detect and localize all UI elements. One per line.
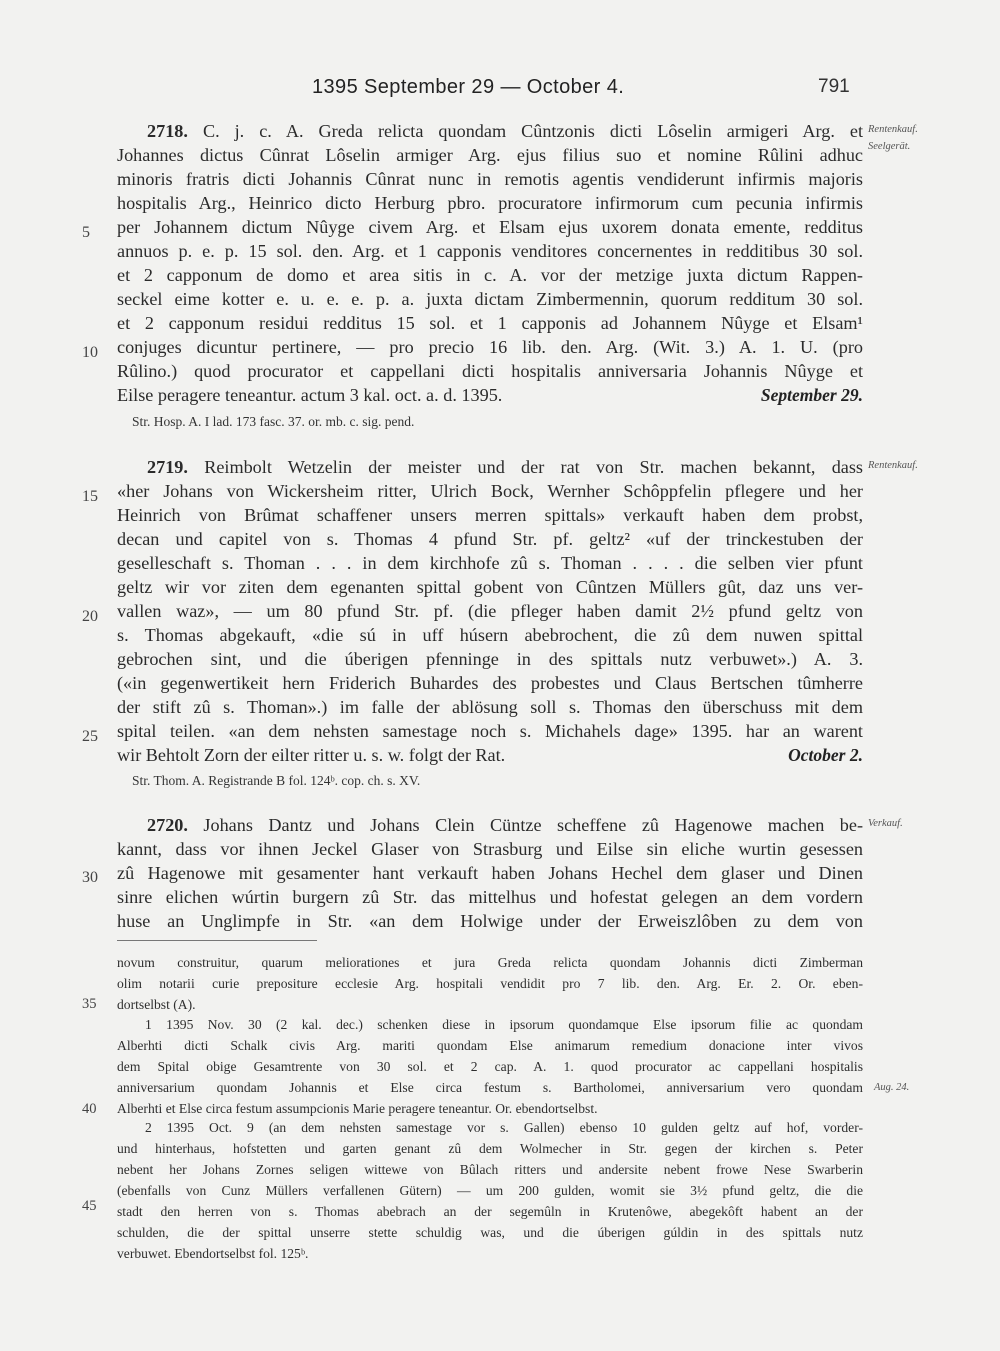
entry-line: 2718. C. j. c. A. Greda relicta quondam Cûntzonis dicti Lôselin armigeri Arg. et [147,121,863,141]
footnote-line: dortselbst (A). [117,997,196,1012]
line-number: 10 [82,344,98,361]
entry-source: Str. Hosp. A. I lad. 173 fasc. 37. or. mb. c. sig. pend. [132,414,415,429]
footnote-line: anniversarium quondam Johannis et Else circa festum s. Bartholomei, anniversarium vero quondam [117,1080,863,1095]
entry-line: zû Hagenowe mit gesamenter hant verkauft haben Johans Hechel dem glaser und Dinen [117,863,863,883]
footnote-line: 2 1395 Oct. 9 (an dem nehsten samestage vor s. Gallen) ebenso 10 gulden geltz auf hof, vorder- [145,1120,863,1135]
entry-line: seckel eime kotter e. u. e. e. p. a. juxta dictam Zimbermennin, quorum redditum 30 sol. [117,289,863,309]
entry-line: Heinrich von Brûmat schaffener unsers merren spittals» verkauft haben dem probst, [117,505,863,525]
footnote-rule [117,940,317,941]
margin-note: Aug. 24. [874,1082,910,1093]
line-number: 25 [82,728,98,745]
footnote-line: 1 1395 Nov. 30 (2 kal. dec.) schenken diese in ipsorum quondamque Else ipsorum filie ac quondam [145,1017,863,1032]
footnote-line: schulden, die der spittal unserre stette schuldig was, und die úberigen gúldin in des spittals nutz [117,1225,863,1240]
footnote-line: novum construitur, quarum meliorationes et jura Greda relicta quondam Johannis dicti Zimberman [117,955,863,970]
entry-number: 2718. [147,121,188,141]
entry-line: annuos p. e. p. 15 sol. den. Arg. et 1 capponis venditores concernentes in redditibus 30 sol. [117,241,863,261]
margin-note: Seelgerät. [868,141,911,152]
entry-line: hospitalis Arg., Heinrico dicto Herburg pbro. procuratore infirmorum cum pecunia infirmis [117,193,863,213]
margin-note: Rentenkauf. [868,460,918,471]
footnote-line: (ebenfalls von Cunz Müllers verfallenen Gütern) — um 200 gulden, womit sie 3½ pfund geltz, die die [117,1183,863,1198]
entry-line: spital teilen. «an dem nehsten samestage noch s. Michahels dage» 1395. har an warent [117,721,863,741]
line-number: 45 [82,1198,97,1214]
line-number: 35 [82,996,97,1012]
entry-line: per Johannem dictum Nûyge civem Arg. et Elsam ejus uxorem donata emente, redditus [117,217,863,237]
line-number: 15 [82,488,98,505]
entry-line: s. Thomas abgekauft, «die sú in uff húsern abebrochent, die zû dem nuwen spittal [117,625,863,645]
entry-date: September 29. [760,385,863,405]
entry-number: 2720. [147,815,188,835]
entry-line: sinre elichen wúrtin burgern zû Str. das mittelhus und hofestat gelegen an dem vordern [117,887,863,907]
footnote-line: olim notarii curie prepositure ecclesie Arg. hospitali vendidit pro 7 lib. den. Arg. Er. 2. Or. eben- [117,976,863,991]
footnote-line: nebent her Johans Zornes seligen wittewe von Bûlach ritters und andersite nebent frowe Nese Swarberin [117,1162,863,1177]
line-number: 40 [82,1101,97,1117]
header-title: 1395 September 29 — October 4. [312,76,625,98]
footnote-line: verbuwet. Ebendortselbst fol. 125ᵇ. [117,1246,309,1261]
footnote-line: Alberhti et Else circa festum assumpcionis Marie peragere teneantur. Or. ebendortselbst. [117,1101,598,1116]
line-number: 20 [82,608,98,625]
entry-line: Rûlino.) quod procurator et cappellani dicti hospitalis anniversaria Johannis Nûyge et [117,361,863,381]
entry-line: huse an Unglimpfe in Str. «an dem Holwige under der Erweiszlôben zu dem von [117,911,863,931]
line-number: 30 [82,869,98,886]
entry-line: Eilse peragere teneantur. actum 3 kal. oct. a. d. 1395. [117,385,503,405]
entry-source: Str. Thom. A. Registrande B fol. 124ᵇ. cop. ch. s. XV. [132,773,421,788]
entry-line: («in gegenwertikeit hern Friderich Buhardes des probestes und Claus Bertschen tûmherre [117,673,863,693]
entry-line: geselleschaft s. Thoman . . . in dem kirchhofe zû s. Thoman . . . . die selben vier pfunt [117,553,863,573]
entry-line: gebrochen sint, und die úberigen pfenninge in des spittals nutz verbuwet».) A. 3. [117,649,863,669]
entry-line: et 2 capponum residui redditus 15 sol. et 1 capponis ad Johannem Nûyge et Elsam¹ [117,313,863,333]
footnote-line: und hinterhaus, hofstetten und garten genant zû dem Wolmecher in Str. gegen der kirchen s. Peter [117,1141,863,1156]
page-number: 791 [818,76,850,97]
entry-line: 2720. Johans Dantz und Johans Clein Cüntze scheffene zû Hagenowe machen be- [147,815,863,835]
entry-line: 2719. Reimbolt Wetzelin der meister und der rat von Str. machen bekannt, dass [147,457,863,477]
entry-line: conjuges dicuntur pertinere, — pro precio 16 lib. den. Arg. (Wit. 3.) A. 1. U. (pro [117,337,863,357]
entry-line: der stift zû s. Thoman».) im falle der ablösung soll s. Thomas den überschuss mit dem [117,697,863,717]
entry-line: vallen waz», — um 80 pfund Str. pf. (die pfleger haben damit 2½ pfund geltz von [117,601,863,621]
entry-line: minoris fratris dicti Johannis Cûnrat nunc in remotis agentis vendiderunt infirmis majoris [117,169,863,189]
entry-line: et 2 capponum de domo et area sitis in c. A. vor der metzige juxta dictum Rappen- [117,265,863,285]
entry-number: 2719. [147,457,188,477]
entry-line: Johannes dictus Cûnrat Lôselin armiger Arg. ejus filius suo et nomine Rûlini adhuc [117,145,863,165]
entry-line: wir Behtolt Zorn der eilter ritter u. s. w. folgt der Rat. [117,745,506,765]
running-header [0,76,1000,106]
margin-note: Verkauf. [868,818,903,829]
entry-line: «her Johans von Wickersheim ritter, Ulrich Bock, Wernher Schôppfelin pflegere und her [117,481,863,501]
footnote-line: dem Spital obige Gesamtrente von 30 sol. et 2 cap. A. 1. quod procurator ac cappellani hospitalis [117,1059,863,1074]
entry-line: kannt, dass vor ihnen Jeckel Glaser von Strasburg und Eilse sin eliche wurtin gesessen [117,839,863,859]
entry-line: geltz wir vor ziten dem egenanten spittal gobent von Cûntzen Müllers gût, daz uns ver- [117,577,863,597]
margin-note: Rentenkauf. [868,124,918,135]
entry-date: October 2. [788,745,863,765]
footnote-line: Alberhti dicti Schalk civis Arg. mariti quondam Else animarum remedium donacione inter vivos [117,1038,863,1053]
footnote-line: stadt den herren von s. Thomas abebrach an der segemûln in Krutenôwe, abegekôft habent an der [117,1204,863,1219]
entry-line: decan und capitel von s. Thomas 4 pfund Str. pf. geltz² «uf der trinckestuben der [117,529,863,549]
line-number: 5 [82,224,90,241]
